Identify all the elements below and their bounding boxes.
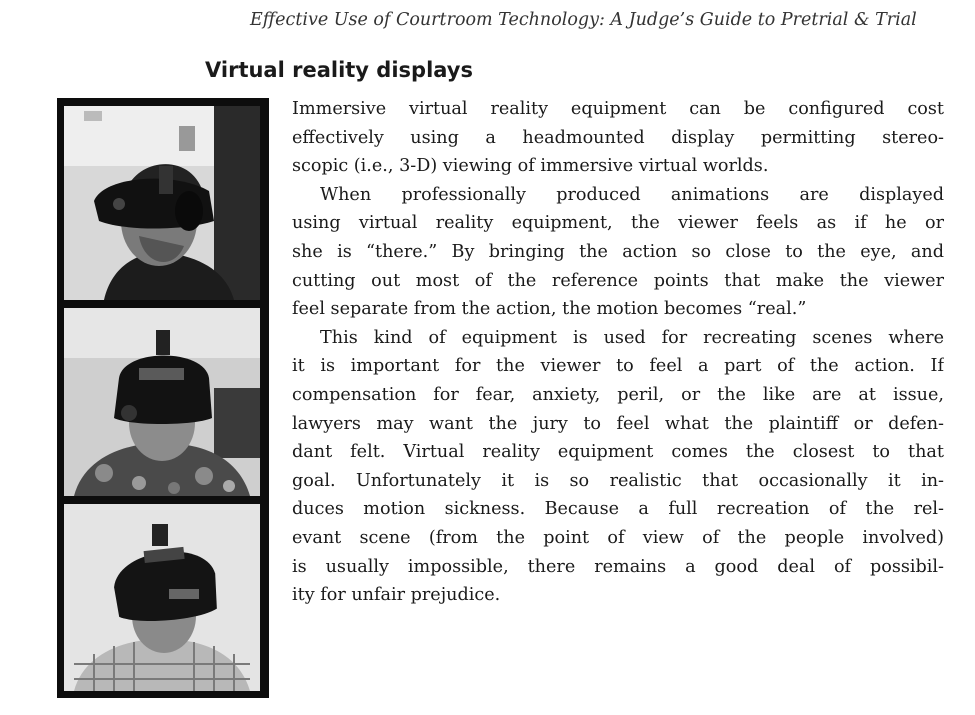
- body-line: When professionally produced animations are displayed: [320, 184, 944, 205]
- body-line: she is “there.” By bringing the action so close to the eye, and: [292, 241, 944, 262]
- body-line: scopic (i.e., 3-D) viewing of immersive virtual worlds.: [292, 156, 769, 177]
- body-line: lawyers may want the jury to feel what the plaintiff or defen-: [292, 413, 944, 434]
- body-line: compensation for fear, anxiety, peril, or the like are at issue,: [292, 384, 944, 405]
- body-line: cutting out most of the reference points that make the viewer: [292, 270, 944, 291]
- running-header: Effective Use of Courtroom Technology: A Judge’s Guide to Pretrial & Trial: [250, 10, 917, 30]
- body-line: is usually impossible, there remains a good deal of possibil-: [292, 556, 944, 577]
- body-line: it is important for the viewer to feel a part of the action. If: [292, 356, 944, 377]
- body-text: [292, 95, 944, 610]
- body-line: duces motion sickness. Because a full recreation of the rel-: [292, 499, 944, 520]
- vr-headset-photo-1: [64, 106, 260, 300]
- body-line: This kind of equipment is used for recreating scenes where: [320, 327, 944, 348]
- body-line: goal. Unfortunately it is so realistic that occasionally it in-: [292, 470, 944, 491]
- body-line: evant scene (from the point of view of the people involved): [292, 527, 944, 548]
- vr-headset-photo-3: [64, 504, 260, 691]
- body-line: effectively using a headmounted display permitting stereo-: [292, 127, 944, 148]
- body-line: dant felt. Virtual reality equipment comes the closest to that: [292, 442, 944, 463]
- body-line: ity for unfair prejudice.: [292, 585, 501, 606]
- section-title: Virtual reality displays: [205, 58, 473, 82]
- body-line: feel separate from the action, the motion becomes “real.”: [292, 299, 807, 320]
- vr-headset-photo-2: [64, 308, 260, 496]
- body-line: Immersive virtual reality equipment can be configured cost: [292, 99, 944, 119]
- photo-strip: [57, 98, 269, 698]
- body-line: using virtual reality equipment, the viewer feels as if he or: [292, 213, 944, 234]
